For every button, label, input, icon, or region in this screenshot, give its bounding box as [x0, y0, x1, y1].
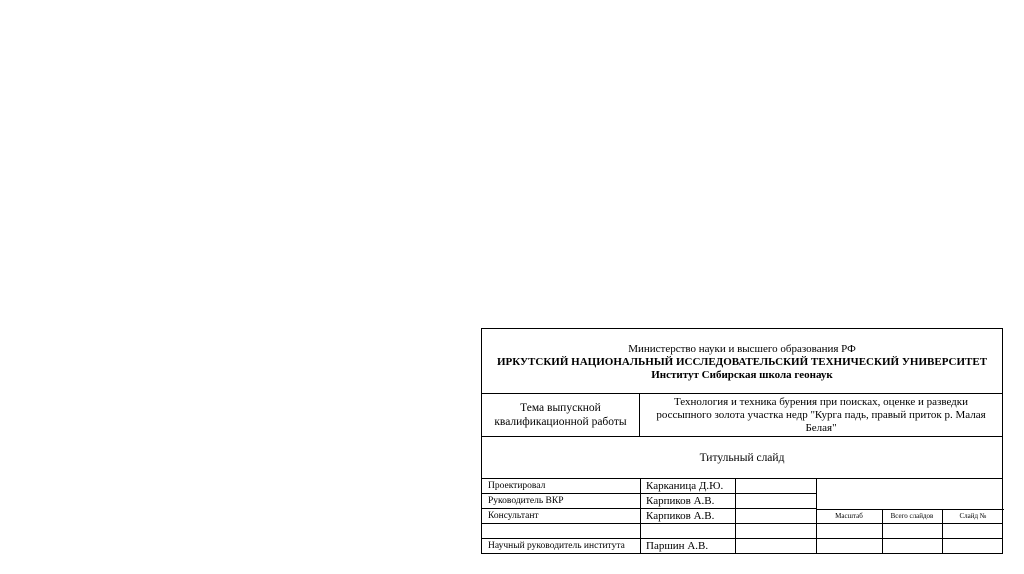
role-label: Консультант [488, 511, 539, 521]
role-label: Проектировал [488, 481, 546, 491]
role-name: Паршин А.В. [646, 540, 709, 552]
grid-line [482, 523, 1002, 524]
theme-value: Технология и техника бурения при поисках, оценке и разведки россыпного золота участка недр "Курга падь, правый приток р. Малая Белая" [656, 395, 986, 434]
institute-line: Институт Сибирская школа геонаук [651, 369, 833, 381]
slide-title: Титульный слайд [482, 437, 1002, 479]
scale-label: Масштаб [835, 512, 863, 520]
ministry-line: Министерство науки и высшего образования РФ [628, 343, 856, 355]
title-block [481, 328, 1003, 554]
theme-row [482, 394, 1002, 437]
role-name: Карпиков А.В. [646, 510, 715, 522]
signature-grid [482, 479, 1002, 554]
role-label: Руководитель ВКР [488, 496, 564, 506]
university-line: ИРКУТСКИЙ НАЦИОНАЛЬНЫЙ ИССЛЕДОВАТЕЛЬСКИЙ ТЕХНИЧЕСКИЙ УНИВЕРСИТЕТ [496, 356, 988, 368]
grid-divider [735, 479, 736, 554]
slide-number-label: Слайд № [959, 512, 987, 520]
header-block [482, 329, 1002, 394]
grid-divider [640, 479, 641, 554]
role-label: Научный руководитель института [488, 541, 625, 551]
theme-label: Тема выпускной квалификационной работы [482, 394, 640, 436]
grid-line [816, 509, 1004, 510]
total-slides-label: Всего слайдов [890, 512, 934, 520]
role-name: Карпиков А.В. [646, 495, 715, 507]
role-name: Карканица Д.Ю. [646, 480, 724, 492]
